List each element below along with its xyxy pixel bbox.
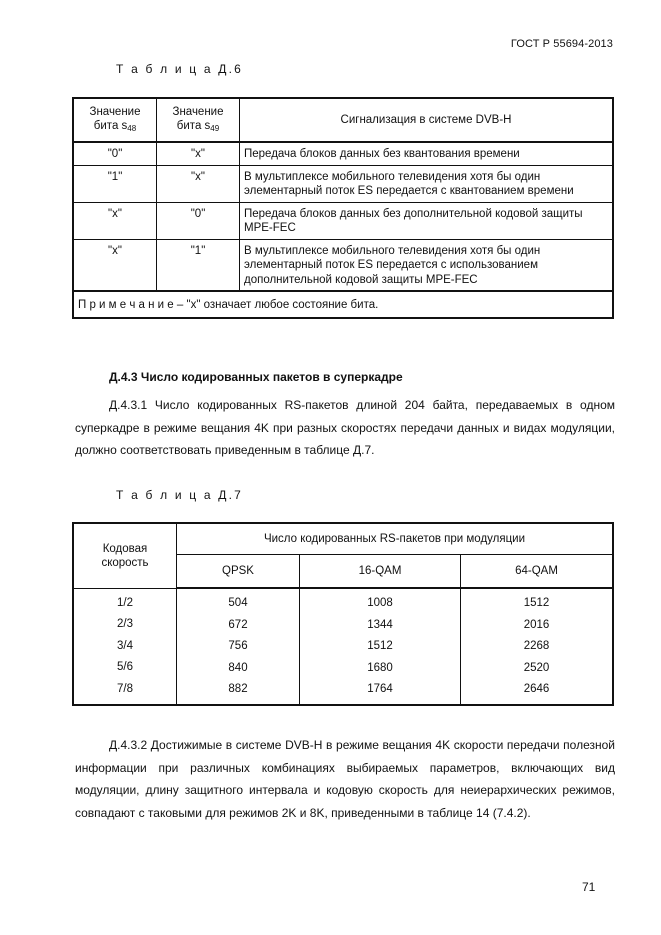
table-body [73, 588, 613, 705]
paragraph-d431: Д.4.3.1 Число кодированных RS-пакетов длиной 204 байта, передаваемых в одном суперкадре в режиме вещания 4K при разных скоростях передачи данных и видах модуляции, должно соответствовать приведенным в таблице Д.7. [75, 398, 615, 457]
cell-signaling: Передача блоков данных без квантования времени [240, 142, 614, 165]
table-row [73, 142, 613, 165]
cell-s49: "x" [157, 142, 240, 165]
cell-rate: 5/6 [117, 661, 133, 673]
note-label: П р и м е ч а н и е [78, 299, 174, 311]
header-qpsk: QPSK [177, 555, 300, 589]
cell-qpsk: 756 [228, 640, 248, 652]
header-code-rate: Кодовая скорость [73, 523, 177, 588]
cell-64qam: 2520 [523, 661, 550, 674]
document-header: ГОСТ Р 55694-2013 [510, 38, 613, 50]
header-bit-s48: Значение бита $s_{48}$ [73, 98, 157, 142]
cell-qpsk: 504 [228, 597, 248, 609]
cell-16qam: 1008 [367, 597, 393, 609]
cell-64qam: 2646 [523, 683, 550, 695]
table-row [73, 239, 613, 291]
cell-s48: "x" [73, 239, 157, 291]
cell-16qam: 1680 [367, 661, 393, 674]
cell-signaling: В мультиплексе мобильного телевидения хотя бы один элементарный поток ES передается с использованием дополнительной кодовой защиты MPE-FEC [240, 239, 614, 291]
header-16qam: 16-QAM [300, 555, 461, 589]
column-64qam [461, 588, 614, 705]
cell-64qam: 2016 [523, 618, 550, 631]
column-code-rate [73, 588, 177, 705]
table-d7 [72, 522, 614, 706]
cell-16qam: 1512 [367, 640, 393, 652]
header-packets-by-modulation: Число кодированных RS-пакетов при модуляции [177, 523, 614, 555]
note-text: – "x" означает любое состояние бита. [173, 299, 379, 311]
cell-s48: "x" [73, 202, 157, 239]
cell-64qam: 2268 [523, 640, 550, 652]
cell-rate: 7/8 [117, 682, 133, 695]
section-heading: Д.4.3 Число кодированных пакетов в суперкадре [109, 370, 403, 384]
table-note [73, 291, 613, 318]
header-64qam: 64-QAM [461, 555, 614, 589]
cell-rate: 2/3 [117, 618, 133, 630]
paragraph-d432: Д.4.3.2 Достижимые в системе DVB-H в режиме вещания 4K скорости передачи полезной информации при различных комбинациях выбираемых параметров, включающих вид модуляции, длину защитного интервала и кодовую скорость для неиерархических режимов, совпадают с таковыми для режимов 2K и 8K, приведенными в таблице 14 (7.4.2). [75, 738, 615, 820]
cell-s49: "1" [157, 239, 240, 291]
cell-qpsk: 672 [228, 618, 248, 631]
cell-s49: "x" [157, 165, 240, 202]
table-d7-caption: Т а б л и ц а Д.7 [116, 488, 244, 502]
table-note-row [73, 291, 613, 318]
table-d6 [72, 97, 614, 319]
cell-signaling: В мультиплексе мобильного телевидения хотя бы один элементарный поток ES передается с квантованием времени [240, 165, 614, 202]
header-bit-s49: Значение бита $s_{49}$ [157, 98, 240, 142]
cell-qpsk: 840 [228, 661, 248, 674]
cell-s48: "0" [73, 142, 157, 165]
cell-signaling: Передача блоков данных без дополнительной кодовой защиты MPE-FEC [240, 202, 614, 239]
table-row [73, 165, 613, 202]
cell-rate: 1/2 [117, 596, 133, 609]
header-signaling: Сигнализация в системе DVB-H [240, 98, 614, 142]
cell-rate: 3/4 [117, 639, 133, 652]
column-qpsk [177, 588, 300, 705]
cell-s48: "1" [73, 165, 157, 202]
cell-16qam: 1764 [367, 683, 393, 695]
cell-16qam: 1344 [367, 618, 393, 631]
table-row [73, 202, 613, 239]
cell-64qam: 1512 [523, 597, 550, 609]
page-number: 71 [582, 880, 596, 894]
table-d6-caption: Т а б л и ц а Д.6 [116, 62, 244, 76]
column-16qam [300, 588, 461, 705]
cell-qpsk: 882 [228, 683, 248, 695]
cell-s49: "0" [157, 202, 240, 239]
